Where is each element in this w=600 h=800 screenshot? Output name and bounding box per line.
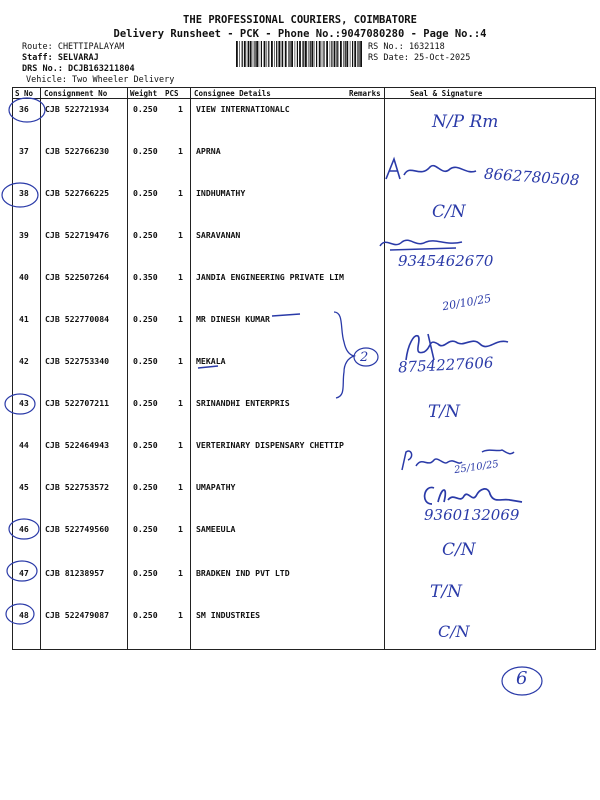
row-pcs: 1 [178,398,183,408]
col-consignee: Consignee Details [194,89,271,98]
row-sno: 43 [19,398,29,408]
row-pcs: 1 [178,610,183,620]
row-consignment: CJB 522479087 [45,610,110,620]
row-weight: 0.250 [133,398,158,408]
row-sno: 38 [19,188,29,198]
row-consignee: SRINANDHI ENTERPRIS [196,398,290,408]
handwritten-page-number: 6 [516,668,528,689]
row-consignment: CJB 81238957 [45,568,105,578]
row-consignee: SARAVANAN [196,230,241,240]
row-weight: 0.250 [133,314,158,324]
row-weight: 0.250 [133,230,158,240]
circle-mark [7,561,37,581]
circle-mark [9,98,45,122]
row-weight: 0.250 [133,524,158,534]
circle-mark [502,667,542,695]
circle-mark [354,348,378,366]
col-consignment: Consignment No [44,89,108,98]
handwritten-cn-46: C/N [442,540,476,560]
row-sno: 36 [19,104,29,114]
row-pcs: 1 [178,104,183,114]
rs-number: RS No.: 1632118 [368,42,445,52]
handwritten-circled-number: 2 [360,350,369,365]
row-pcs: 1 [178,440,183,450]
handwritten-date-44: 25/10/25 [453,458,500,477]
row-sno: 41 [19,314,29,324]
row-weight: 0.250 [133,146,158,156]
row-weight: 0.250 [133,482,158,492]
row-pcs: 1 [178,272,183,282]
row-sno: 45 [19,482,29,492]
handwritten-note-nip: N/P Rm [432,112,499,132]
row-consignee: SAMEEULA [196,524,236,534]
row-consignee: MEKALA [196,356,226,366]
row-consignment: CJB 522719476 [45,230,110,240]
vehicle-label: Vehicle: Two Wheeler Delivery [26,75,175,85]
col-sno: S No [15,89,34,98]
runsheet-subtitle: Delivery Runsheet - PCK - Phone No.:9047080280 - Page No.:4 [113,28,487,40]
handwritten-cn-48: C/N [438,622,470,641]
circle-mark [5,394,35,414]
handwritten-tn-47: T/N [430,582,462,602]
row-consignment: CJB 522507264 [45,272,110,282]
row-consignment: CJB 522770084 [45,314,110,324]
row-sno: 42 [19,356,29,366]
handwritten-tn-43: T/N [428,402,460,422]
row-weight: 0.250 [133,568,158,578]
circle-mark [2,183,38,207]
handwritten-date-41: 20/10/25 [441,291,493,314]
row-consignee: INDHUMATHY [196,188,246,198]
row-consignment: CJB 522749560 [45,524,110,534]
col-pcs: PCS [165,89,179,98]
staff-label: Staff: SELVARAJ [22,53,99,63]
row-sno: 47 [19,568,29,578]
row-consignment: CJB 522464943 [45,440,110,450]
handwritten-phone-42: 8754227606 [397,353,494,377]
underline-mark [272,314,300,316]
circle-mark [6,604,34,624]
row-weight: 0.350 [133,272,158,282]
row-sno: 37 [19,146,29,156]
row-pcs: 1 [178,568,183,578]
row-weight: 0.250 [133,188,158,198]
handwritten-cn-38: C/N [432,202,466,222]
row-consignee: APRNA [196,146,221,156]
row-pcs: 1 [178,314,183,324]
col-weight: Weight [130,89,158,98]
handwritten-phone-45: 9360132069 [424,506,520,524]
row-weight: 0.250 [133,356,158,366]
row-pcs: 1 [178,356,183,366]
col-signature: Seal & Signature [410,89,483,98]
circle-mark [9,519,39,539]
drs-number: DRS No.: DCJB163211804 [22,64,135,74]
handwritten-phone-39: 9345462670 [398,252,494,270]
row-pcs: 1 [178,524,183,534]
row-consignee: MR DINESH KUMAR [196,314,270,324]
row-sno: 46 [19,524,29,534]
rs-date: RS Date: 25-Oct-2025 [368,53,471,63]
row-sno: 40 [19,272,29,282]
page-title: THE PROFESSIONAL COURIERS, COIMBATORE [183,14,417,26]
handwritten-phone-37: 8662780508 [483,164,580,190]
route-label: Route: CHETTIPALAYAM [22,42,125,52]
row-consignee: UMAPATHY [196,482,236,492]
row-consignment: CJB 522766230 [45,146,110,156]
row-sno: 48 [19,610,29,620]
underline-mark [198,366,218,368]
col-remarks: Remarks [349,89,381,98]
row-consignment: CJB 522766225 [45,188,110,198]
row-pcs: 1 [178,482,183,492]
row-sno: 39 [19,230,29,240]
row-consignee: JANDIA ENGINEERING PRIVATE LIM [196,272,344,282]
row-consignee: VIEW INTERNATIONALC [196,104,290,114]
row-pcs: 1 [178,188,183,198]
row-consignment: CJB 522753572 [45,482,110,492]
row-weight: 0.250 [133,610,158,620]
row-pcs: 1 [178,230,183,240]
brace-mark [334,312,354,398]
row-pcs: 1 [178,146,183,156]
row-sno: 44 [19,440,29,450]
row-consignment: CJB 522707211 [45,398,110,408]
row-consignee: SM INDUSTRIES [196,610,261,620]
row-consignee: BRADKEN IND PVT LTD [196,568,290,578]
row-weight: 0.250 [133,104,158,114]
row-weight: 0.250 [133,440,158,450]
row-consignment: CJB 522721934 [45,104,110,114]
row-consignment: CJB 522753340 [45,356,110,366]
row-consignee: VERTERINARY DISPENSARY CHETTIP [196,440,344,450]
